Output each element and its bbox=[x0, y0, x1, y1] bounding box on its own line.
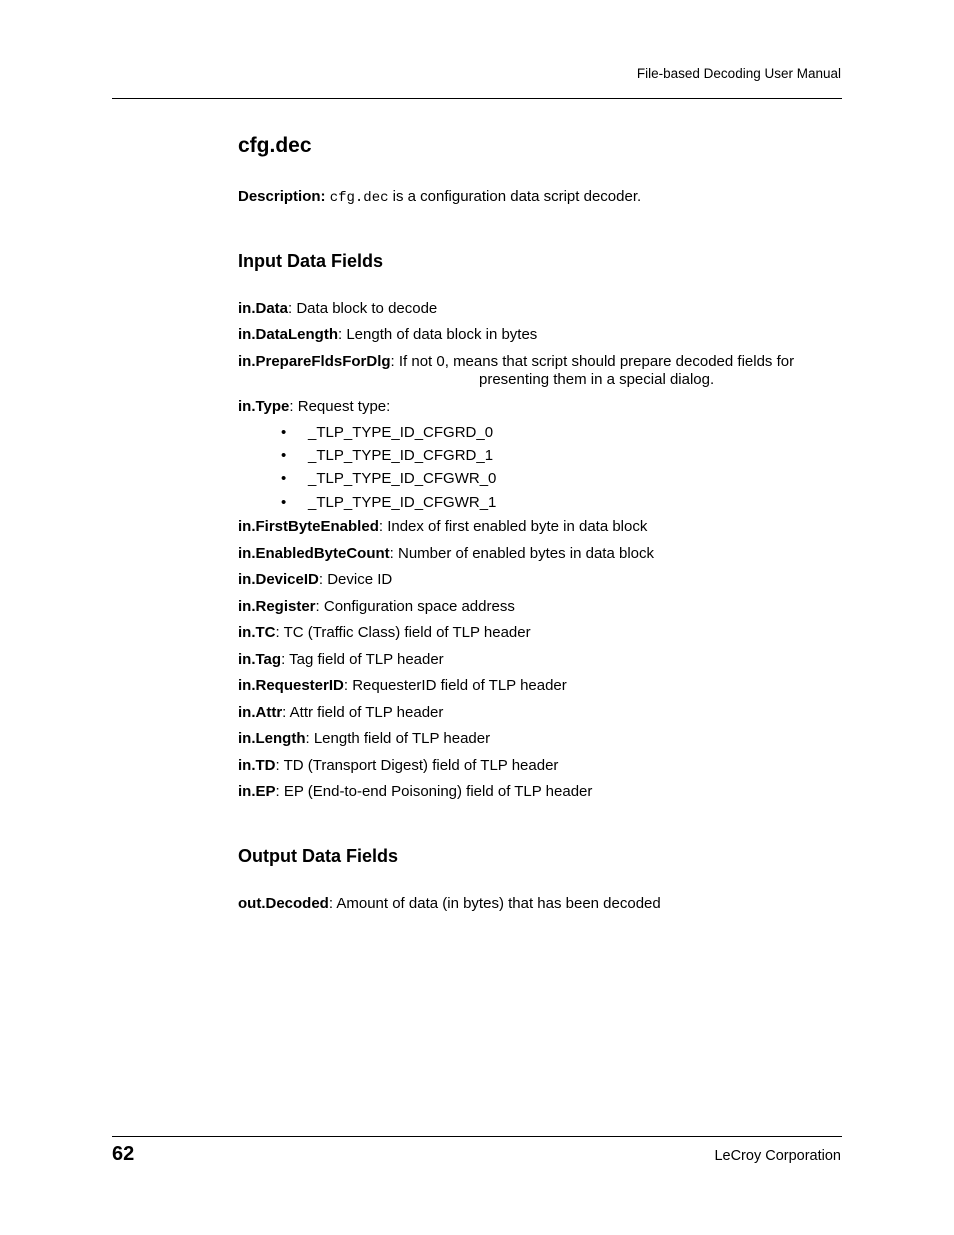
field-desc: : TD (Transport Digest) field of TLP header bbox=[275, 757, 559, 774]
description-code: cfg.dec bbox=[329, 190, 389, 206]
field-desc: : Device ID bbox=[318, 571, 393, 588]
company-name: LeCroy Corporation bbox=[714, 1148, 841, 1164]
type-value: _TLP_TYPE_ID_CFGWR_0 bbox=[308, 470, 497, 487]
field-in-td bbox=[238, 756, 558, 775]
bullet-icon: • bbox=[281, 447, 287, 464]
description-label: Description: bbox=[238, 188, 326, 205]
field-name: in.EnabledByteCount bbox=[238, 545, 390, 562]
page-number: 62 bbox=[112, 1143, 135, 1165]
field-out-decoded bbox=[238, 894, 661, 913]
field-desc: : RequesterID field of TLP header bbox=[343, 677, 567, 694]
bullet-icon: • bbox=[281, 494, 287, 511]
header-rule bbox=[112, 98, 842, 99]
field-name: in.Data bbox=[238, 300, 289, 317]
field-name: in.DataLength bbox=[238, 326, 338, 343]
field-desc: : Configuration space address bbox=[315, 598, 515, 615]
field-desc: : Length of data block in bytes bbox=[338, 326, 538, 343]
input-heading: Input Data Fields bbox=[238, 251, 384, 271]
page-title: cfg.dec bbox=[238, 134, 312, 157]
field-desc: : Data block to decode bbox=[288, 300, 438, 317]
field-in-ep bbox=[238, 782, 592, 801]
description-text: is a configuration data script decoder. bbox=[388, 188, 642, 205]
type-value: _TLP_TYPE_ID_CFGWR_1 bbox=[308, 494, 497, 511]
field-in-firstbyteenabled bbox=[238, 517, 647, 536]
field-desc: : Amount of data (in bytes) that has been decoded bbox=[328, 895, 661, 912]
field-name: in.Length bbox=[238, 730, 306, 747]
field-name: in.RequesterID bbox=[238, 677, 344, 694]
field-desc: : EP (End-to-end Poisoning) field of TLP header bbox=[275, 783, 593, 800]
bullet-icon: • bbox=[281, 470, 287, 487]
field-in-enabledbytecount bbox=[238, 544, 654, 563]
field-desc: : Length field of TLP header bbox=[305, 730, 491, 747]
field-in-tag bbox=[238, 650, 444, 669]
field-in-deviceid bbox=[238, 570, 392, 589]
field-in-length bbox=[238, 729, 490, 748]
field-name: in.Tag bbox=[238, 651, 282, 668]
field-name: in.DeviceID bbox=[238, 571, 319, 588]
field-name: in.TD bbox=[238, 757, 276, 774]
field-in-attr bbox=[238, 703, 443, 722]
footer-rule bbox=[112, 1136, 842, 1137]
field-name: in.EP bbox=[238, 783, 276, 800]
field-in-data bbox=[238, 299, 437, 318]
field-name: in.PrepareFldsForDlg bbox=[238, 353, 391, 370]
field-name: in.Attr bbox=[238, 704, 283, 721]
field-name: out.Decoded bbox=[238, 895, 329, 912]
field-in-register bbox=[238, 597, 515, 616]
field-desc: : If not 0, means that script should prepare decoded fields for bbox=[390, 353, 795, 370]
field-in-tc bbox=[238, 623, 531, 642]
field-in-datalength bbox=[238, 325, 537, 344]
field-in-type bbox=[238, 397, 390, 416]
field-name: in.Type bbox=[238, 398, 290, 415]
running-header: File-based Decoding User Manual bbox=[636, 66, 841, 81]
description bbox=[238, 188, 641, 206]
bullet-icon: • bbox=[281, 424, 287, 441]
field-desc: : Request type: bbox=[289, 398, 391, 415]
field-name: in.TC bbox=[238, 624, 276, 641]
field-name: in.FirstByteEnabled bbox=[238, 518, 379, 535]
field-name: in.Register bbox=[238, 598, 316, 615]
field-desc: : Tag field of TLP header bbox=[281, 651, 444, 668]
type-value: _TLP_TYPE_ID_CFGRD_1 bbox=[308, 447, 494, 464]
field-desc: : Index of first enabled byte in data block bbox=[378, 518, 648, 535]
field-desc: : Number of enabled bytes in data block bbox=[389, 545, 654, 562]
output-heading: Output Data Fields bbox=[238, 846, 399, 866]
field-in-requesterid bbox=[238, 676, 567, 695]
type-value: _TLP_TYPE_ID_CFGRD_0 bbox=[308, 424, 494, 441]
field-in-preparefldsfordlg bbox=[238, 352, 794, 371]
field-desc: : TC (Traffic Class) field of TLP header bbox=[275, 624, 531, 641]
field-desc-continued: presenting them in a special dialog. bbox=[479, 371, 715, 388]
field-desc: : Attr field of TLP header bbox=[282, 704, 444, 721]
